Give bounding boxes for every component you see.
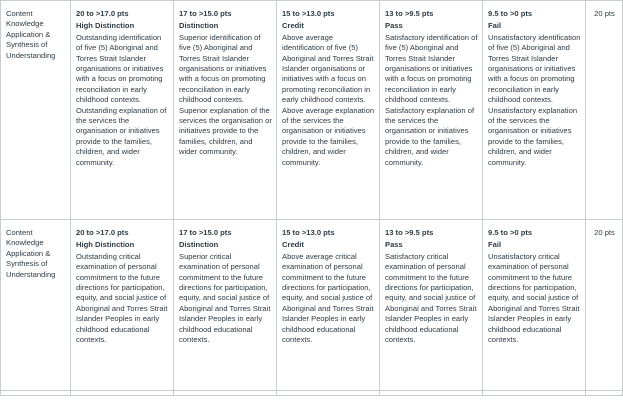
- rating-points: 17 to >15.0 pts: [179, 228, 232, 237]
- empty-cell: [380, 391, 483, 396]
- rating-description: Unsatisfactory critical examination of personal commitment to the future directions for participation, equity, and social justice of Aboriginal and Torres Strait Islander Peoples in early childhood educational contexts.: [488, 251, 580, 345]
- rubric-row-2: [1, 220, 623, 391]
- rating-points: 17 to >15.0 pts: [179, 9, 232, 18]
- rating-cell-high-distinction: [71, 220, 174, 391]
- empty-cell: [277, 391, 380, 396]
- rating-description: Above average critical examination of personal commitment to the future directions for participation, equity, and social justice of Aboriginal and Torres Strait Islander Peoples in early childhood educational contexts.: [282, 251, 374, 345]
- criterion-points: 20 pts: [586, 220, 623, 391]
- empty-cell: [174, 391, 277, 396]
- empty-cell: [71, 391, 174, 396]
- criterion-points: 20 pts: [586, 1, 623, 220]
- rating-cell-pass: [380, 1, 483, 220]
- rating-title: Credit: [282, 21, 304, 31]
- empty-cell: [1, 391, 71, 396]
- rating-cell-credit: [277, 220, 380, 391]
- rating-points: 20 to >17.0 pts: [76, 228, 129, 237]
- rating-title: Credit: [282, 240, 304, 250]
- rubric-row-1: [1, 1, 623, 220]
- rating-description: Satisfactory identification of five (5) Aboriginal and Torres Strait Islander organisations or initiatives with a focus on promoting reconciliation in early childhood contexts. Satisfactory explanation of the services the organisation or initiatives provide to the families, children, and wider community.: [385, 32, 478, 167]
- rating-title: High Distinction: [76, 21, 135, 31]
- rating-description: Above average identification of five (5) Aboriginal and Torres Strait Islander organisations or initiatives with a focus on promoting reconciliation in early childhood contexts. Above average explanation of the services the organisation or initiatives provide to the families, children, and wider community.: [282, 32, 375, 167]
- rating-description: Outstanding critical examination of personal commitment to the future directions for participation, equity, and social justice of Aboriginal and Torres Strait Islander Peoples in early childhood educational contexts.: [76, 251, 168, 345]
- rating-cell-fail: [483, 1, 586, 220]
- rating-points: 13 to >9.5 pts: [385, 9, 434, 18]
- rating-cell-high-distinction: [71, 1, 174, 220]
- rating-points: 15 to >13.0 pts: [282, 228, 335, 237]
- rating-cell-distinction: [174, 220, 277, 391]
- rating-points: 15 to >13.0 pts: [282, 9, 335, 18]
- criterion-description: Content Knowledge Application & Synthesis of Understanding: [1, 1, 71, 220]
- rating-points: 20 to >17.0 pts: [76, 9, 129, 18]
- empty-cell: [586, 391, 623, 396]
- rating-title: Distinction: [179, 21, 219, 31]
- rating-title: Fail: [488, 21, 502, 31]
- rating-description: Satisfactory critical examination of personal commitment to the future directions for participation, equity, and social justice of Aboriginal and Torres Strait Islander Peoples in early childhood educational contexts.: [385, 251, 477, 345]
- empty-cell: [483, 391, 586, 396]
- rating-title: Fail: [488, 240, 502, 250]
- rating-title: Pass: [385, 240, 403, 250]
- rating-description: Superior identification of five (5) Aboriginal and Torres Strait Islander organisations or initiatives with a focus on promoting reconciliation in early childhood contexts. Superior explanation of the services the organisation or initiatives provide to the families, children, and wider community.: [179, 32, 272, 157]
- rating-description: Outstanding identification of five (5) Aboriginal and Torres Strait Islander organisations or initiatives with a focus on promoting reconciliation in early childhood contexts. Outstanding explanation of the services the organisation or initiatives provide to the families, children, and wider community.: [76, 32, 167, 167]
- rating-title: Distinction: [179, 240, 219, 250]
- rating-description: Unsatisfactory identification of five (5) Aboriginal and Torres Strait Islander organisations or initiatives with a focus on promoting reconciliation in early childhood contexts. Unsatisfactory explanation of the services the organisation or initiatives provide to the families, children, and wider community.: [488, 32, 581, 167]
- rating-description: Superior critical examination of personal commitment to the future directions for participation, equity, and social justice of Aboriginal and Torres Strait Islander Peoples in early childhood educational contexts.: [179, 251, 271, 345]
- rating-cell-pass: [380, 220, 483, 391]
- rating-cell-fail: [483, 220, 586, 391]
- rating-points: 9.5 to >0 pts: [488, 228, 533, 237]
- rating-points: 9.5 to >0 pts: [488, 9, 533, 18]
- rating-title: Pass: [385, 21, 403, 31]
- rating-cell-distinction: [174, 1, 277, 220]
- rating-title: High Distinction: [76, 240, 135, 250]
- criterion-description: Content Knowledge Application & Synthesis of Understanding: [1, 220, 71, 391]
- rating-points: 13 to >9.5 pts: [385, 228, 434, 237]
- rubric-row-partial: [1, 391, 623, 396]
- rating-cell-credit: [277, 1, 380, 220]
